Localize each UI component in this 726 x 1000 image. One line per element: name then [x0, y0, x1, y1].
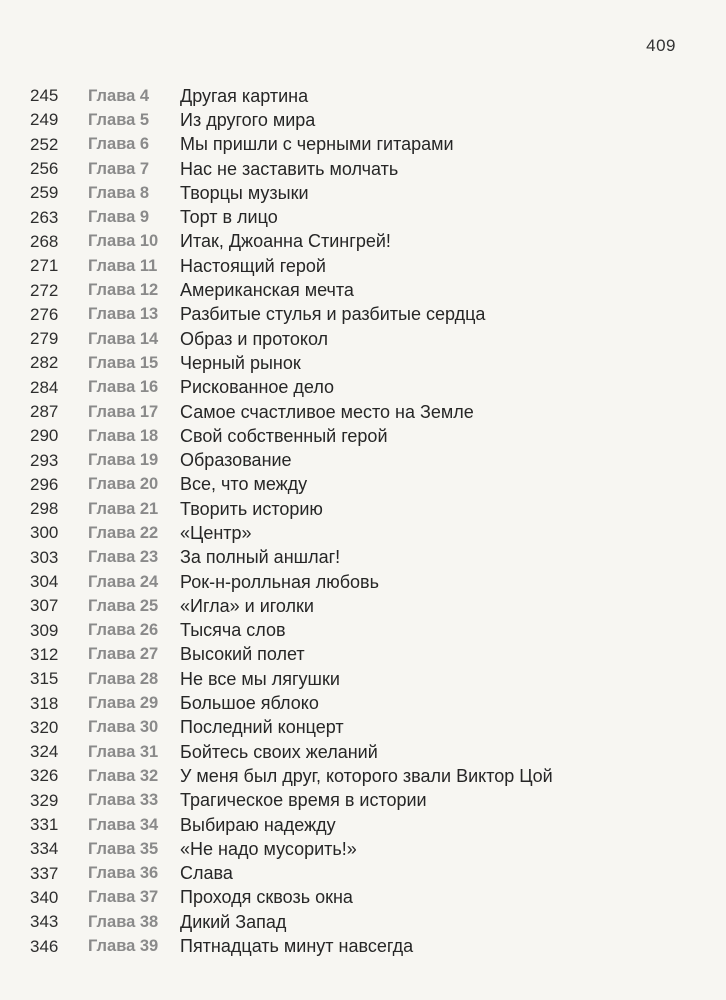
toc-entry-page: 279	[30, 329, 59, 349]
toc-entry-chapter: Глава 13	[88, 305, 159, 324]
toc-entry-chapter: Глава 14	[88, 329, 159, 348]
toc-entry-title: Выбираю надежду	[180, 814, 336, 835]
toc-entry	[30, 400, 710, 424]
toc-entry	[30, 740, 710, 764]
toc-entry-title: Мы пришли с черными гитарами	[180, 134, 454, 155]
toc-entry	[30, 910, 710, 934]
toc-entry-title: Пятнадцать минут навсегда	[180, 936, 414, 957]
toc-entry-page: 303	[30, 547, 59, 567]
toc-entry-title: «Игла» и иголки	[180, 595, 314, 616]
toc-entry	[30, 351, 710, 375]
toc-entry	[30, 619, 710, 643]
toc-entry-title: Образ и протокол	[180, 328, 329, 349]
toc-entry-page: 326	[30, 766, 59, 786]
toc-entry-page: 340	[30, 887, 59, 907]
toc-entry-chapter: Глава 32	[88, 766, 159, 785]
toc-entry-chapter: Глава 20	[88, 475, 159, 494]
toc-entry-title: Слава	[180, 863, 233, 884]
toc-entry	[30, 205, 710, 229]
toc-entry-page: 312	[30, 644, 59, 664]
toc-entry	[30, 570, 710, 594]
toc-entry-title: Разбитые стулья и разбитые сердца	[180, 304, 486, 325]
toc-entry	[30, 691, 710, 715]
toc-entry-page: 268	[30, 231, 59, 251]
toc-entry-chapter: Глава 18	[88, 426, 159, 445]
toc-entry-page: 343	[30, 912, 59, 932]
toc-entry-title: Бойтесь своих желаний	[180, 741, 378, 762]
toc-entry-page: 245	[30, 86, 59, 106]
toc-entry-title: Из другого мира	[180, 109, 316, 130]
toc-entry-page: 249	[30, 110, 59, 130]
toc-entry-title: Тысяча слов	[180, 620, 286, 641]
toc-entry-page: 334	[30, 839, 59, 859]
toc-entry	[30, 934, 710, 958]
toc-entry-page: 337	[30, 863, 59, 883]
toc-entry-chapter: Глава 24	[88, 572, 159, 591]
toc-entry	[30, 594, 710, 618]
toc-entry-chapter: Глава 25	[88, 596, 159, 615]
toc-entry	[30, 886, 710, 910]
toc-entry-title: Другая картина	[180, 85, 309, 106]
toc-entry-title: Нас не заставить молчать	[180, 158, 399, 179]
toc-entry-chapter: Глава 34	[88, 815, 159, 834]
page-number: 409	[646, 36, 676, 55]
toc-entry-page: 263	[30, 207, 59, 227]
toc-entry-chapter: Глава 30	[88, 718, 159, 737]
toc-entry-chapter: Глава 38	[88, 912, 159, 931]
toc-entry-title: У меня был друг, которого звали Виктор Цой	[180, 765, 553, 786]
toc-entry-chapter: Глава 28	[88, 669, 159, 688]
toc-entry-page: 290	[30, 426, 59, 446]
toc-entry	[30, 473, 710, 497]
toc-entry-chapter: Глава 39	[88, 937, 159, 956]
toc-entry	[30, 376, 710, 400]
toc-entry-page: 300	[30, 523, 59, 543]
toc-entry-page: 320	[30, 717, 59, 737]
toc-entry-chapter: Глава 10	[88, 232, 159, 251]
toc-entry-chapter: Глава 11	[88, 256, 158, 275]
toc-entry	[30, 254, 710, 278]
toc-entry	[30, 327, 710, 351]
toc-entry-chapter: Глава 12	[88, 281, 159, 300]
toc-entry	[30, 546, 710, 570]
toc-entry-chapter: Глава 8	[88, 183, 150, 202]
toc-entry-title: Дикий Запад	[180, 911, 287, 932]
toc-entry	[30, 303, 710, 327]
toc-entry-chapter: Глава 35	[88, 839, 159, 858]
toc-entry-chapter: Глава 29	[88, 694, 159, 713]
toc-entry	[30, 813, 710, 837]
toc-entry-page: 259	[30, 183, 59, 203]
toc-entry	[30, 862, 710, 886]
toc-entry	[30, 84, 710, 108]
toc-entry-title: Творцы музыки	[180, 182, 309, 203]
toc-entry-page: 284	[30, 377, 59, 397]
toc-entry-page: 346	[30, 936, 59, 956]
toc-entry-chapter: Глава 17	[88, 402, 159, 421]
toc-entry	[30, 424, 710, 448]
toc-entry-page: 307	[30, 596, 59, 616]
toc-entry-title: «Не надо мусорить!»	[180, 838, 357, 859]
toc-entry-title: Большое яблоко	[180, 693, 319, 714]
toc-entry-page: 296	[30, 474, 59, 494]
toc-entry-chapter: Глава 36	[88, 864, 159, 883]
toc-entry-title: Черный рынок	[180, 352, 301, 373]
toc-entry-title: За полный аншлаг!	[180, 547, 341, 568]
toc-entry	[30, 764, 710, 788]
toc-entry-title: Самое счастливое место на Земле	[180, 401, 474, 422]
toc-entry-chapter: Глава 7	[88, 159, 150, 178]
toc-entry-title: Творить историю	[180, 498, 323, 519]
toc-entry-chapter: Глава 6	[88, 135, 150, 154]
toc-entry-title: Последний концерт	[180, 717, 344, 738]
toc-entry-chapter: Глава 27	[88, 645, 159, 664]
toc-entry-page: 272	[30, 280, 59, 300]
toc-entry-chapter: Глава 23	[88, 548, 159, 567]
toc-entry-title: Рок-н-ролльная любовь	[180, 571, 380, 592]
toc-entry-chapter: Глава 37	[88, 888, 159, 907]
toc-entry-page: 324	[30, 742, 59, 762]
toc-entry-title: «Центр»	[180, 522, 252, 543]
toc-entry-title: Высокий полет	[180, 644, 305, 665]
toc-entry	[30, 643, 710, 667]
toc-entry-page: 318	[30, 693, 59, 713]
toc-entry-title: Проходя сквозь окна	[180, 887, 353, 908]
toc-entry-page: 252	[30, 134, 59, 154]
toc-entry-chapter: Глава 22	[88, 523, 159, 542]
toc-entry-title: Все, что между	[180, 474, 308, 495]
toc-entry	[30, 497, 710, 521]
toc-entry-page: 315	[30, 669, 59, 689]
toc-entry-title: Образование	[180, 450, 292, 471]
toc-entry-page: 293	[30, 450, 59, 470]
toc-entry-chapter: Глава 15	[88, 353, 159, 372]
toc-entry-page: 331	[30, 815, 59, 835]
toc-entry	[30, 521, 710, 545]
toc-entry-page: 287	[30, 402, 59, 421]
toc-entry-chapter: Глава 16	[88, 378, 159, 397]
toc-entry-chapter: Глава 33	[88, 791, 159, 810]
toc-entry-title: Американская мечта	[180, 280, 354, 301]
toc-entry-chapter: Глава 4	[88, 86, 150, 105]
toc-entry	[30, 133, 710, 157]
toc-entry	[30, 448, 710, 472]
toc-entry-title: Итак, Джоанна Стингрей!	[180, 231, 391, 252]
toc-entry	[30, 278, 710, 302]
toc-entry-title: Свой собственный герой	[180, 425, 388, 446]
toc-entry	[30, 837, 710, 861]
toc-entry-page: 309	[30, 620, 59, 640]
toc-entry-chapter: Глава 19	[88, 451, 159, 470]
toc-entry-page: 256	[30, 159, 59, 179]
toc-entry	[30, 230, 710, 254]
toc-entry-title: Рискованное дело	[180, 377, 335, 398]
toc-entry-title: Трагическое время в истории	[180, 790, 427, 811]
toc-entry-title: Торт в лицо	[180, 207, 278, 228]
toc-entry-page: 276	[30, 304, 59, 324]
table-of-contents	[30, 84, 710, 959]
toc-entry-page: 329	[30, 790, 59, 810]
toc-entry	[30, 716, 710, 740]
toc-entry-page: 282	[30, 353, 59, 373]
toc-entry-title: Настоящий герой	[180, 255, 326, 276]
toc-entry	[30, 789, 710, 813]
toc-entry	[30, 667, 710, 691]
toc-entry-page: 304	[30, 572, 59, 592]
toc-entry	[30, 108, 710, 132]
toc-entry-page: 298	[30, 499, 59, 519]
toc-entry-chapter: Глава 21	[88, 499, 159, 518]
toc-entry-page: 271	[30, 256, 59, 276]
toc-entry	[30, 181, 710, 205]
toc-entry-chapter: Глава 26	[88, 621, 159, 640]
toc-entry-chapter: Глава 9	[88, 208, 150, 227]
toc-entry	[30, 157, 710, 181]
toc-entry-chapter: Глава 5	[88, 110, 150, 129]
toc-entry-title: Не все мы лягушки	[180, 668, 340, 689]
toc-entry-chapter: Глава 31	[88, 742, 159, 761]
